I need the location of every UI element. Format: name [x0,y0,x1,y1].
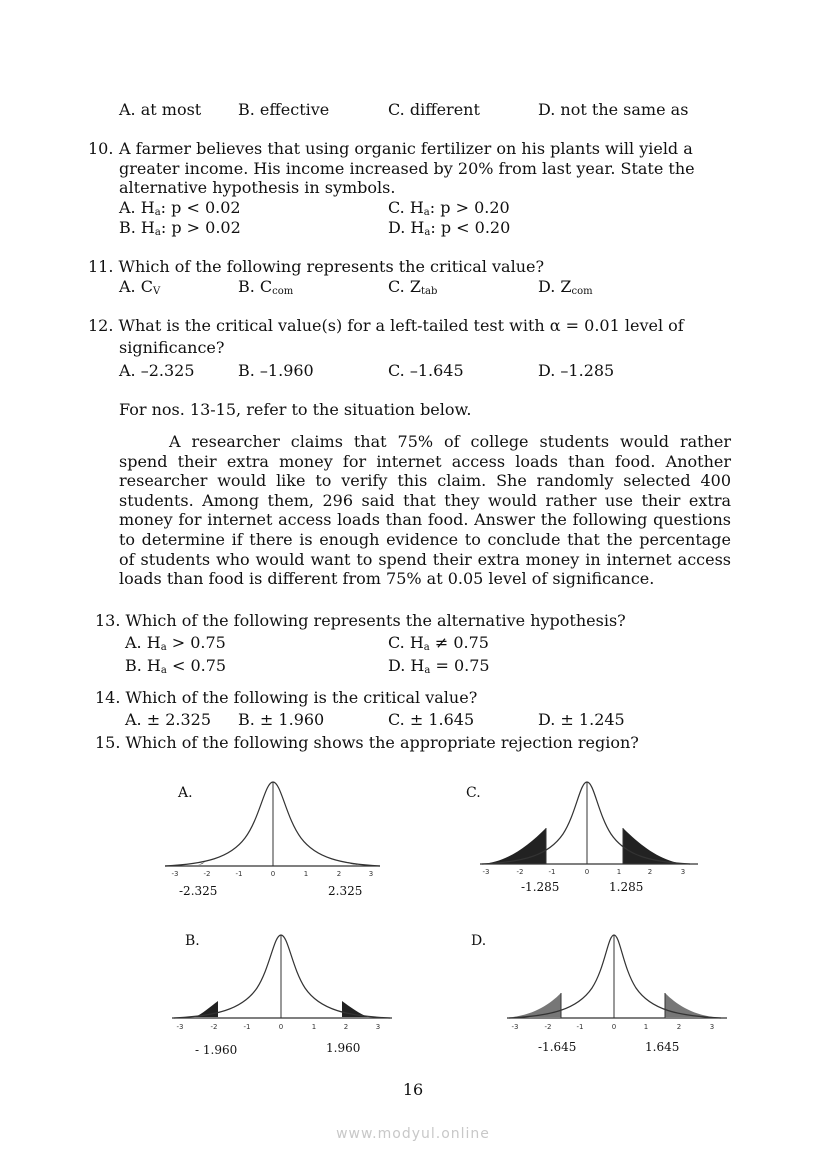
graph-b-curve [170,930,395,1030]
situation-paragraph [119,432,731,589]
svg-text:-1: -1 [576,1023,584,1030]
q9-choice-d: D. not the same as [538,100,689,119]
svg-text:-2: -2 [203,870,211,878]
graph-c-letter: C. [466,785,481,801]
svg-text:-2: -2 [544,1023,552,1030]
q13-text: 13. Which of the following represents the alternative hypothesis? [95,611,626,630]
svg-text:1: 1 [616,868,622,876]
svg-text:-1: -1 [235,870,243,878]
q13-choice-a: A. $H_a > 0.75$ [125,633,226,653]
situation-intro: For nos. 13-15, refer to the situation below. [119,400,472,419]
q13-choice-b: B. $H_a < 0.75$ [125,656,227,676]
q11-choice-a: A. $C_V$ [119,277,161,297]
svg-text:-1: -1 [548,868,556,876]
q9-choice-c: C. different [388,100,480,119]
page-number: 16 [402,1080,424,1099]
svg-text:3: 3 [680,868,686,876]
q14-choice-d: D. ± 1.245 [538,710,625,729]
svg-text:3: 3 [709,1023,715,1030]
q12-choice-d: D. –1.285 [538,361,615,380]
q14-choice-c: C. ± 1.645 [388,710,475,729]
graph-a-left-value: -2.325 [179,884,218,898]
graph-b-left-value: - 1.960 [195,1043,238,1057]
svg-text:0: 0 [270,870,276,878]
watermark: www.modyul.online [336,1126,490,1142]
q14-text: 14. Which of the following is the critical value? [95,688,478,707]
graph-c-right-value: 1.285 [609,880,644,894]
q10-line3: alternative hypothesis in symbols. [119,178,396,197]
svg-text:-2: -2 [210,1023,218,1030]
svg-text:3: 3 [375,1023,381,1030]
graph-b-right-value: 1.960 [326,1041,361,1055]
q13-choice-c: C. $H_a \ne 0.75$ [388,633,489,653]
q14-choice-a: A. ± 2.325 [125,710,212,729]
graph-d-right-value: 1.645 [645,1040,680,1054]
svg-text:-3: -3 [511,1023,519,1030]
graph-d-left-value: -1.645 [538,1040,577,1054]
graph-a-letter: A. [178,785,193,801]
graph-a-right-value: 2.325 [328,884,363,898]
svg-text:2: 2 [647,868,653,876]
q10-choice-b: B. $H_a$: p > 0.02 [119,218,241,238]
svg-text:2: 2 [343,1023,349,1030]
q9-choice-b: B. effective [238,100,330,119]
q9-choice-a: A. at most [119,100,202,119]
svg-text:-3: -3 [171,870,179,878]
svg-text:1: 1 [643,1023,649,1030]
q10-choice-c: C. $H_a$: p > 0.20 [388,198,510,218]
svg-text:0: 0 [611,1023,617,1030]
q12-choice-c: C. –1.645 [388,361,464,380]
svg-text:-3: -3 [176,1023,184,1030]
q10-choice-a: A. $H_a$: p < 0.02 [119,198,241,218]
svg-text:-3: -3 [482,868,490,876]
q12-choice-a: A. –2.325 [119,361,195,380]
q12-line2: significance? [119,338,225,357]
q12-line1: 12. What is the critical value(s) for a left-tailed test with α = 0.01 level of [88,316,684,335]
q11-choice-b: B. $C_{com}$ [238,277,294,297]
graph-d-curve [505,930,730,1030]
q10-number: 10. [88,139,114,158]
svg-text:3: 3 [368,870,374,878]
svg-text:-2: -2 [516,868,524,876]
svg-text:0: 0 [278,1023,284,1030]
situation-text: A researcher claims that 75% of college students would rather spend their extra money for internet access loads than food. Another researcher would like to verify this claim. She randomly selected 400 students. Among them, 296 said that they would rather use their extra money for internet access loads than food. Answer the following questions to determine if there is enough evidence to conclude that the percentage of students who would want to spend their extra money in internet access loads than food is different from 75% at 0.05 level of significance. [119,432,731,589]
svg-text:2: 2 [336,870,342,878]
svg-text:1: 1 [311,1023,317,1030]
q12-choice-b: B. –1.960 [238,361,314,380]
svg-text:2: 2 [676,1023,682,1030]
q13-choice-d: D. $H_a = 0.75$ [388,656,490,676]
q11-choice-d: D. $Z_{com}$ [538,277,593,297]
graph-a-curve [165,778,385,878]
q14-choice-b: B. ± 1.960 [238,710,325,729]
q10-line1: A farmer believes that using organic fertilizer on his plants will yield a [119,139,693,158]
q11-text: 11. Which of the following represents the critical value? [88,257,545,276]
q11-choice-c: C. $Z_{tab}$ [388,277,438,297]
q10-choice-d: D. $H_a$: p < 0.20 [388,218,511,238]
graph-c-left-value: -1.285 [521,880,560,894]
graph-b-letter: B. [185,933,200,949]
graph-c-curve [478,778,703,878]
graph-d-letter: D. [471,933,487,949]
q10-line2: greater income. His income increased by 20% from last year. State the [119,159,695,178]
q15-text: 15. Which of the following shows the appropriate rejection region? [95,733,639,752]
svg-text:0: 0 [584,868,590,876]
svg-text:1: 1 [303,870,309,878]
svg-text:-1: -1 [243,1023,251,1030]
